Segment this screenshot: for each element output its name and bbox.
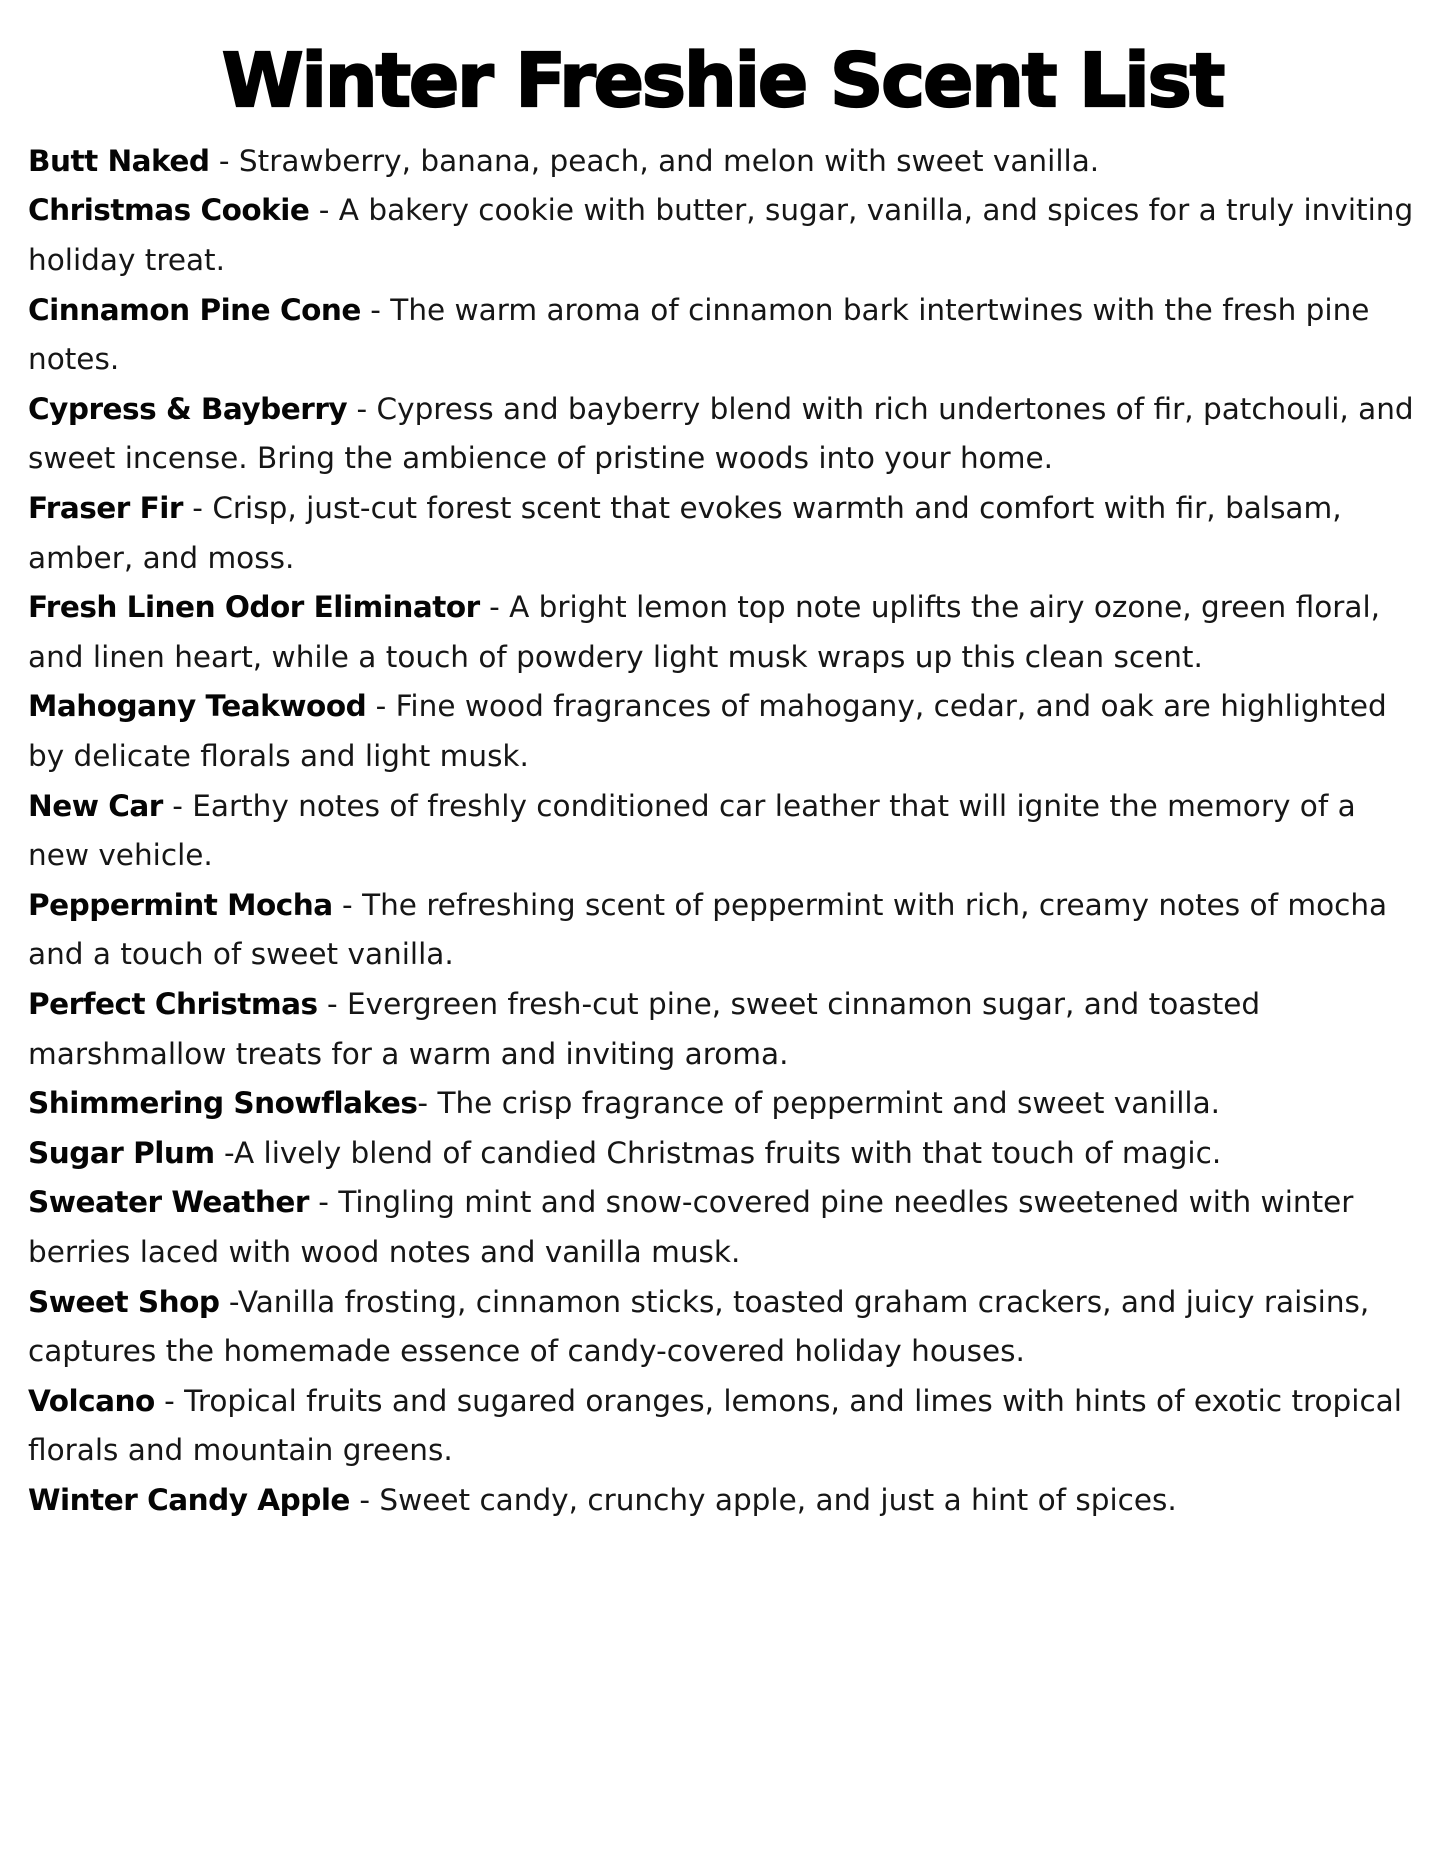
scent-name: Peppermint Mocha: [28, 887, 333, 922]
scent-name: Sugar Plum: [28, 1135, 215, 1170]
scent-name: New Car: [28, 788, 163, 823]
scent-name: Christmas Cookie: [28, 193, 310, 228]
scent-entry: [28, 682, 1417, 781]
scent-separator: -: [349, 1482, 380, 1517]
scent-description: Vanilla frosting, cinnamon sticks, toasted graham crackers, and juicy raisins, captures the homemade essence of candy-covered holiday houses.: [28, 1284, 1370, 1369]
scent-name: Cypress & Bayberry: [28, 391, 348, 426]
scent-description: Strawberry, banana, peach, and melon with sweet vanilla.: [238, 143, 1100, 178]
scent-name: Perfect Christmas: [28, 986, 318, 1021]
scent-description: A lively blend of candied Christmas fruits with that touch of magic.: [233, 1135, 1222, 1170]
scent-entry: [28, 782, 1417, 881]
scent-description: Tropical fruits and sugared oranges, lemons, and limes with hints of exotic tropical florals and mountain greens.: [28, 1383, 1402, 1468]
scent-description: Earthy notes of freshly conditioned car leather that will ignite the memory of a new vehicle.: [28, 788, 1356, 873]
scent-separator: -: [308, 1185, 339, 1220]
scent-separator: -: [317, 986, 347, 1021]
scent-name: Sweater Weather: [28, 1185, 309, 1220]
scent-entry: [28, 1129, 1417, 1179]
scent-separator: -: [182, 491, 213, 526]
scent-entry: [28, 1476, 1417, 1526]
scent-entry: [28, 484, 1417, 583]
scent-description: Crisp, just-cut forest scent that evokes warmth and comfort with fir, balsam, amber, and moss.: [28, 491, 1342, 575]
scent-separator: -: [162, 788, 193, 823]
scent-name: Fraser Fir: [28, 491, 183, 526]
scent-list: [28, 137, 1417, 1526]
scent-description: Fine wood fragrances of mahogany, cedar, and oak are highlighted by delicate florals and light musk.: [28, 689, 1387, 773]
scent-entry: [28, 186, 1417, 285]
scent-separator: -: [347, 391, 377, 426]
scent-description: Sweet candy, crunchy apple, and just a hint of spices.: [379, 1482, 1177, 1517]
scent-separator: -: [214, 1135, 234, 1170]
scent-description: A bakery cookie with butter, sugar, vanilla, and spices for a truly inviting holiday treat.: [28, 193, 1414, 278]
scent-separator: -: [332, 887, 363, 922]
scent-entry: [28, 980, 1417, 1079]
scent-name: Shimmering Snowflakes: [28, 1086, 418, 1121]
scent-description: Cypress and bayberry blend with rich undertones of fir, patchouli, and sweet incense. Bring the ambience of pristine woods into your home.: [28, 391, 1414, 476]
scent-name: Cinnamon Pine Cone: [28, 292, 361, 327]
scent-entry: [28, 1079, 1417, 1129]
scent-entry: [28, 881, 1417, 980]
scent-entry: [28, 286, 1417, 385]
scent-name: Mahogany Teakwood: [28, 689, 367, 724]
scent-separator: -: [154, 1383, 185, 1418]
scent-separator: -: [309, 193, 339, 228]
scent-description: The warm aroma of cinnamon bark intertwines with the fresh pine notes.: [28, 292, 1370, 377]
scent-name: Winter Candy Apple: [28, 1482, 350, 1517]
scent-entry: [28, 1377, 1417, 1476]
scent-separator: -: [479, 590, 510, 625]
scent-description: Evergreen fresh-cut pine, sweet cinnamon sugar, and toasted marshmallow treats for a warm and inviting aroma.: [28, 986, 1261, 1071]
scent-entry: [28, 583, 1417, 682]
scent-name: Volcano: [28, 1383, 155, 1418]
scent-name: Sweet Shop: [28, 1284, 220, 1319]
scent-description: Tingling mint and snow-covered pine needles sweetened with winter berries laced with wood notes and vanilla musk.: [28, 1185, 1354, 1269]
scent-description: The refreshing scent of peppermint with rich, creamy notes of mocha and a touch of sweet vanilla.: [28, 887, 1388, 972]
scent-description: The crisp fragrance of peppermint and sweet vanilla.: [437, 1086, 1221, 1121]
scent-separator: -: [360, 292, 391, 327]
scent-entry: [28, 1278, 1417, 1377]
scent-description: A bright lemon top note uplifts the airy ozone, green floral, and linen heart, while a touch of powdery light musk wraps up this clean scent.: [28, 590, 1381, 674]
scent-entry: [28, 137, 1417, 187]
scent-separator: -: [219, 1284, 238, 1319]
scent-name: Fresh Linen Odor Eliminator: [28, 590, 480, 625]
scent-entry: [28, 385, 1417, 484]
scent-separator: -: [366, 689, 396, 724]
scent-name: Butt Naked: [28, 143, 210, 178]
scent-entry: [28, 1178, 1417, 1277]
scent-separator: -: [417, 1086, 438, 1121]
page-title: Winter Freshie Scent List: [221, 38, 1224, 124]
scent-separator: -: [209, 143, 239, 178]
